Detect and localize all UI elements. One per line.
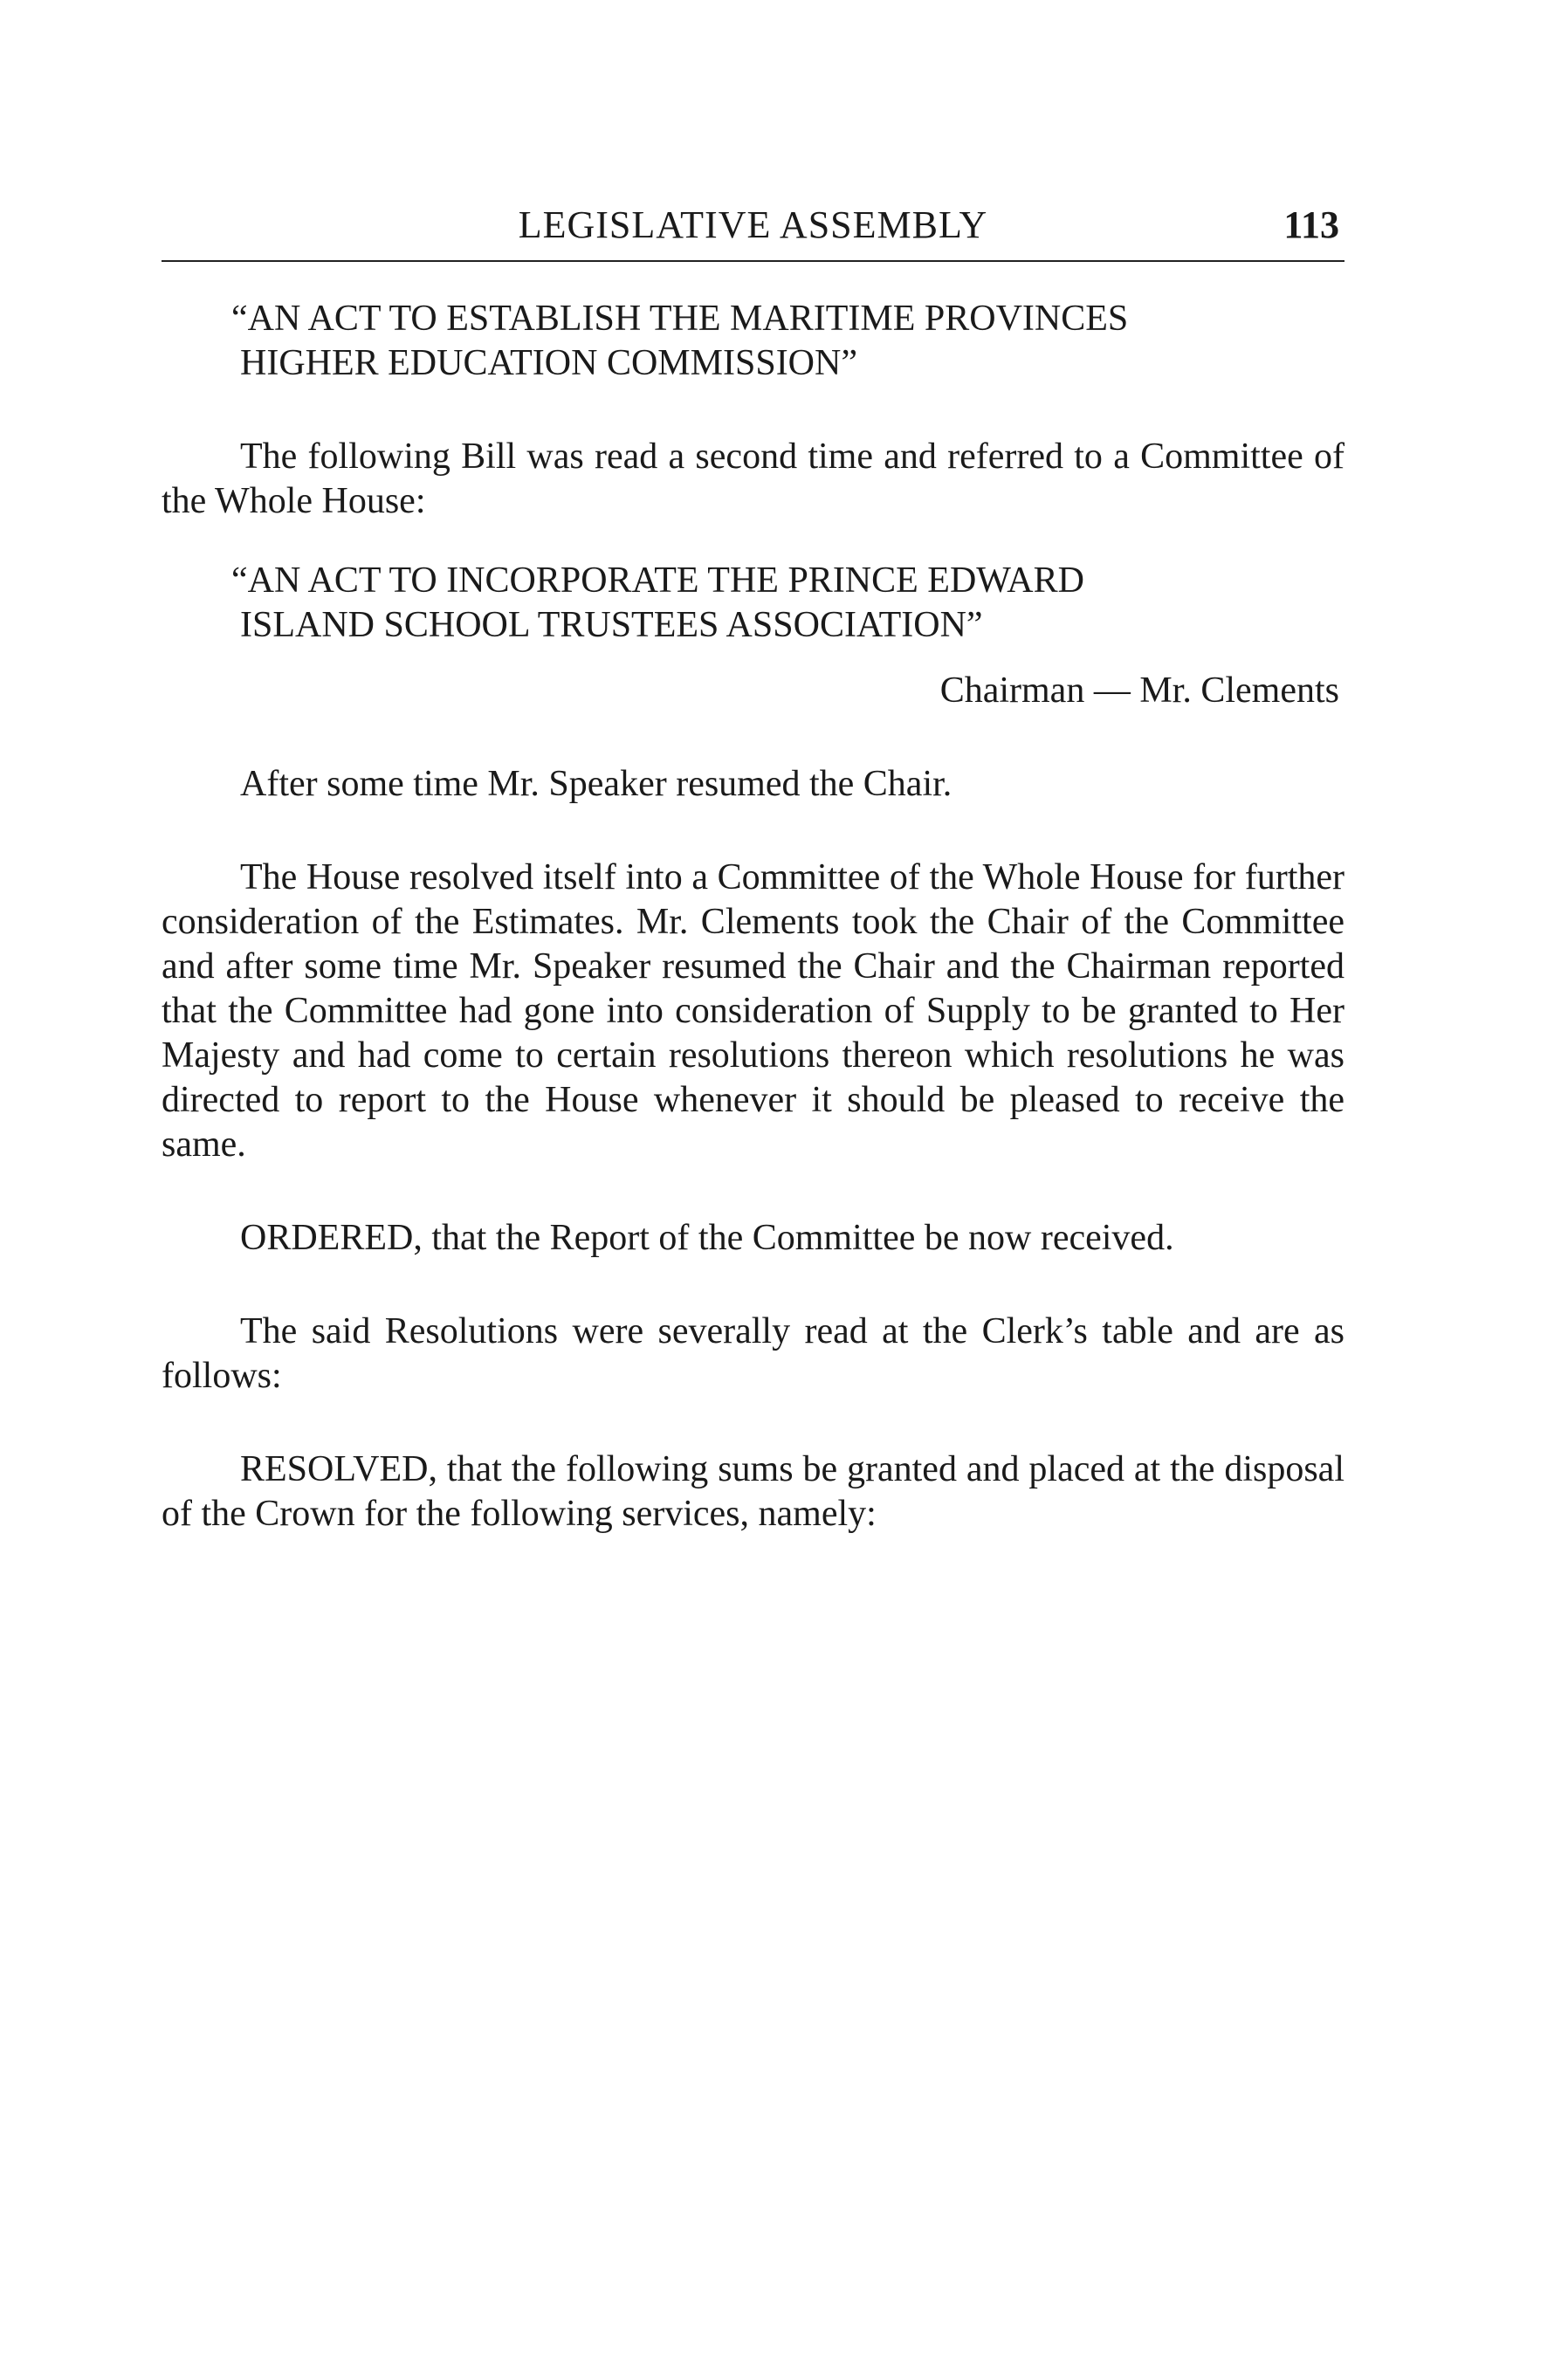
act-title-line: “AN ACT TO ESTABLISH THE MARITIME PROVINCES [231,299,1129,339]
page-body [162,297,1344,1537]
act-title-line: ISLAND SCHOOL TRUSTEES ASSOCIATION” [240,605,983,645]
act-title-line: HIGHER EDUCATION COMMISSION” [240,343,857,383]
paragraph-ordered: ORDERED, that the Report of the Committee be now received. [240,1218,1174,1258]
page-header [162,199,1344,260]
paragraph-committee-report: The House resolved itself into a Committee of the Whole House for further consideration of the Estimates. Mr. Clements took the Chair of the Committee and after some time Mr. Speaker resumed the Chair and the Chairman reported that the Committee had gone into consideration of Supply to be granted to Her Majesty and had come to certain resolutions thereon which resolutions he was directed to report to the House whenever it should be pleased to receive the same. [162,857,1344,1165]
running-head: LEGISLATIVE ASSEMBLY [518,203,988,246]
paragraph-bill-second-reading: The following Bill was read a second time and referred to a Committee of the Whole House: [162,437,1344,521]
paragraph-resolutions-read: The said Resolutions were severally read at the Clerk’s table and are as follows: [162,1311,1344,1396]
act-title-line: “AN ACT TO INCORPORATE THE PRINCE EDWARD [231,560,1084,601]
paragraph-resolved: RESOLVED, that the following sums be granted and placed at the disposal of the Crown for the following services, namely: [162,1449,1344,1534]
paragraph-speaker-resumed: After some time Mr. Speaker resumed the Chair. [240,764,952,804]
chairman-line: Chairman — Mr. Clements [939,670,1339,711]
page-number: 113 [1283,203,1339,246]
act-title-maritime-provinces [162,297,1344,386]
act-title-school-trustees [162,559,1344,648]
header-rule [162,260,1344,262]
